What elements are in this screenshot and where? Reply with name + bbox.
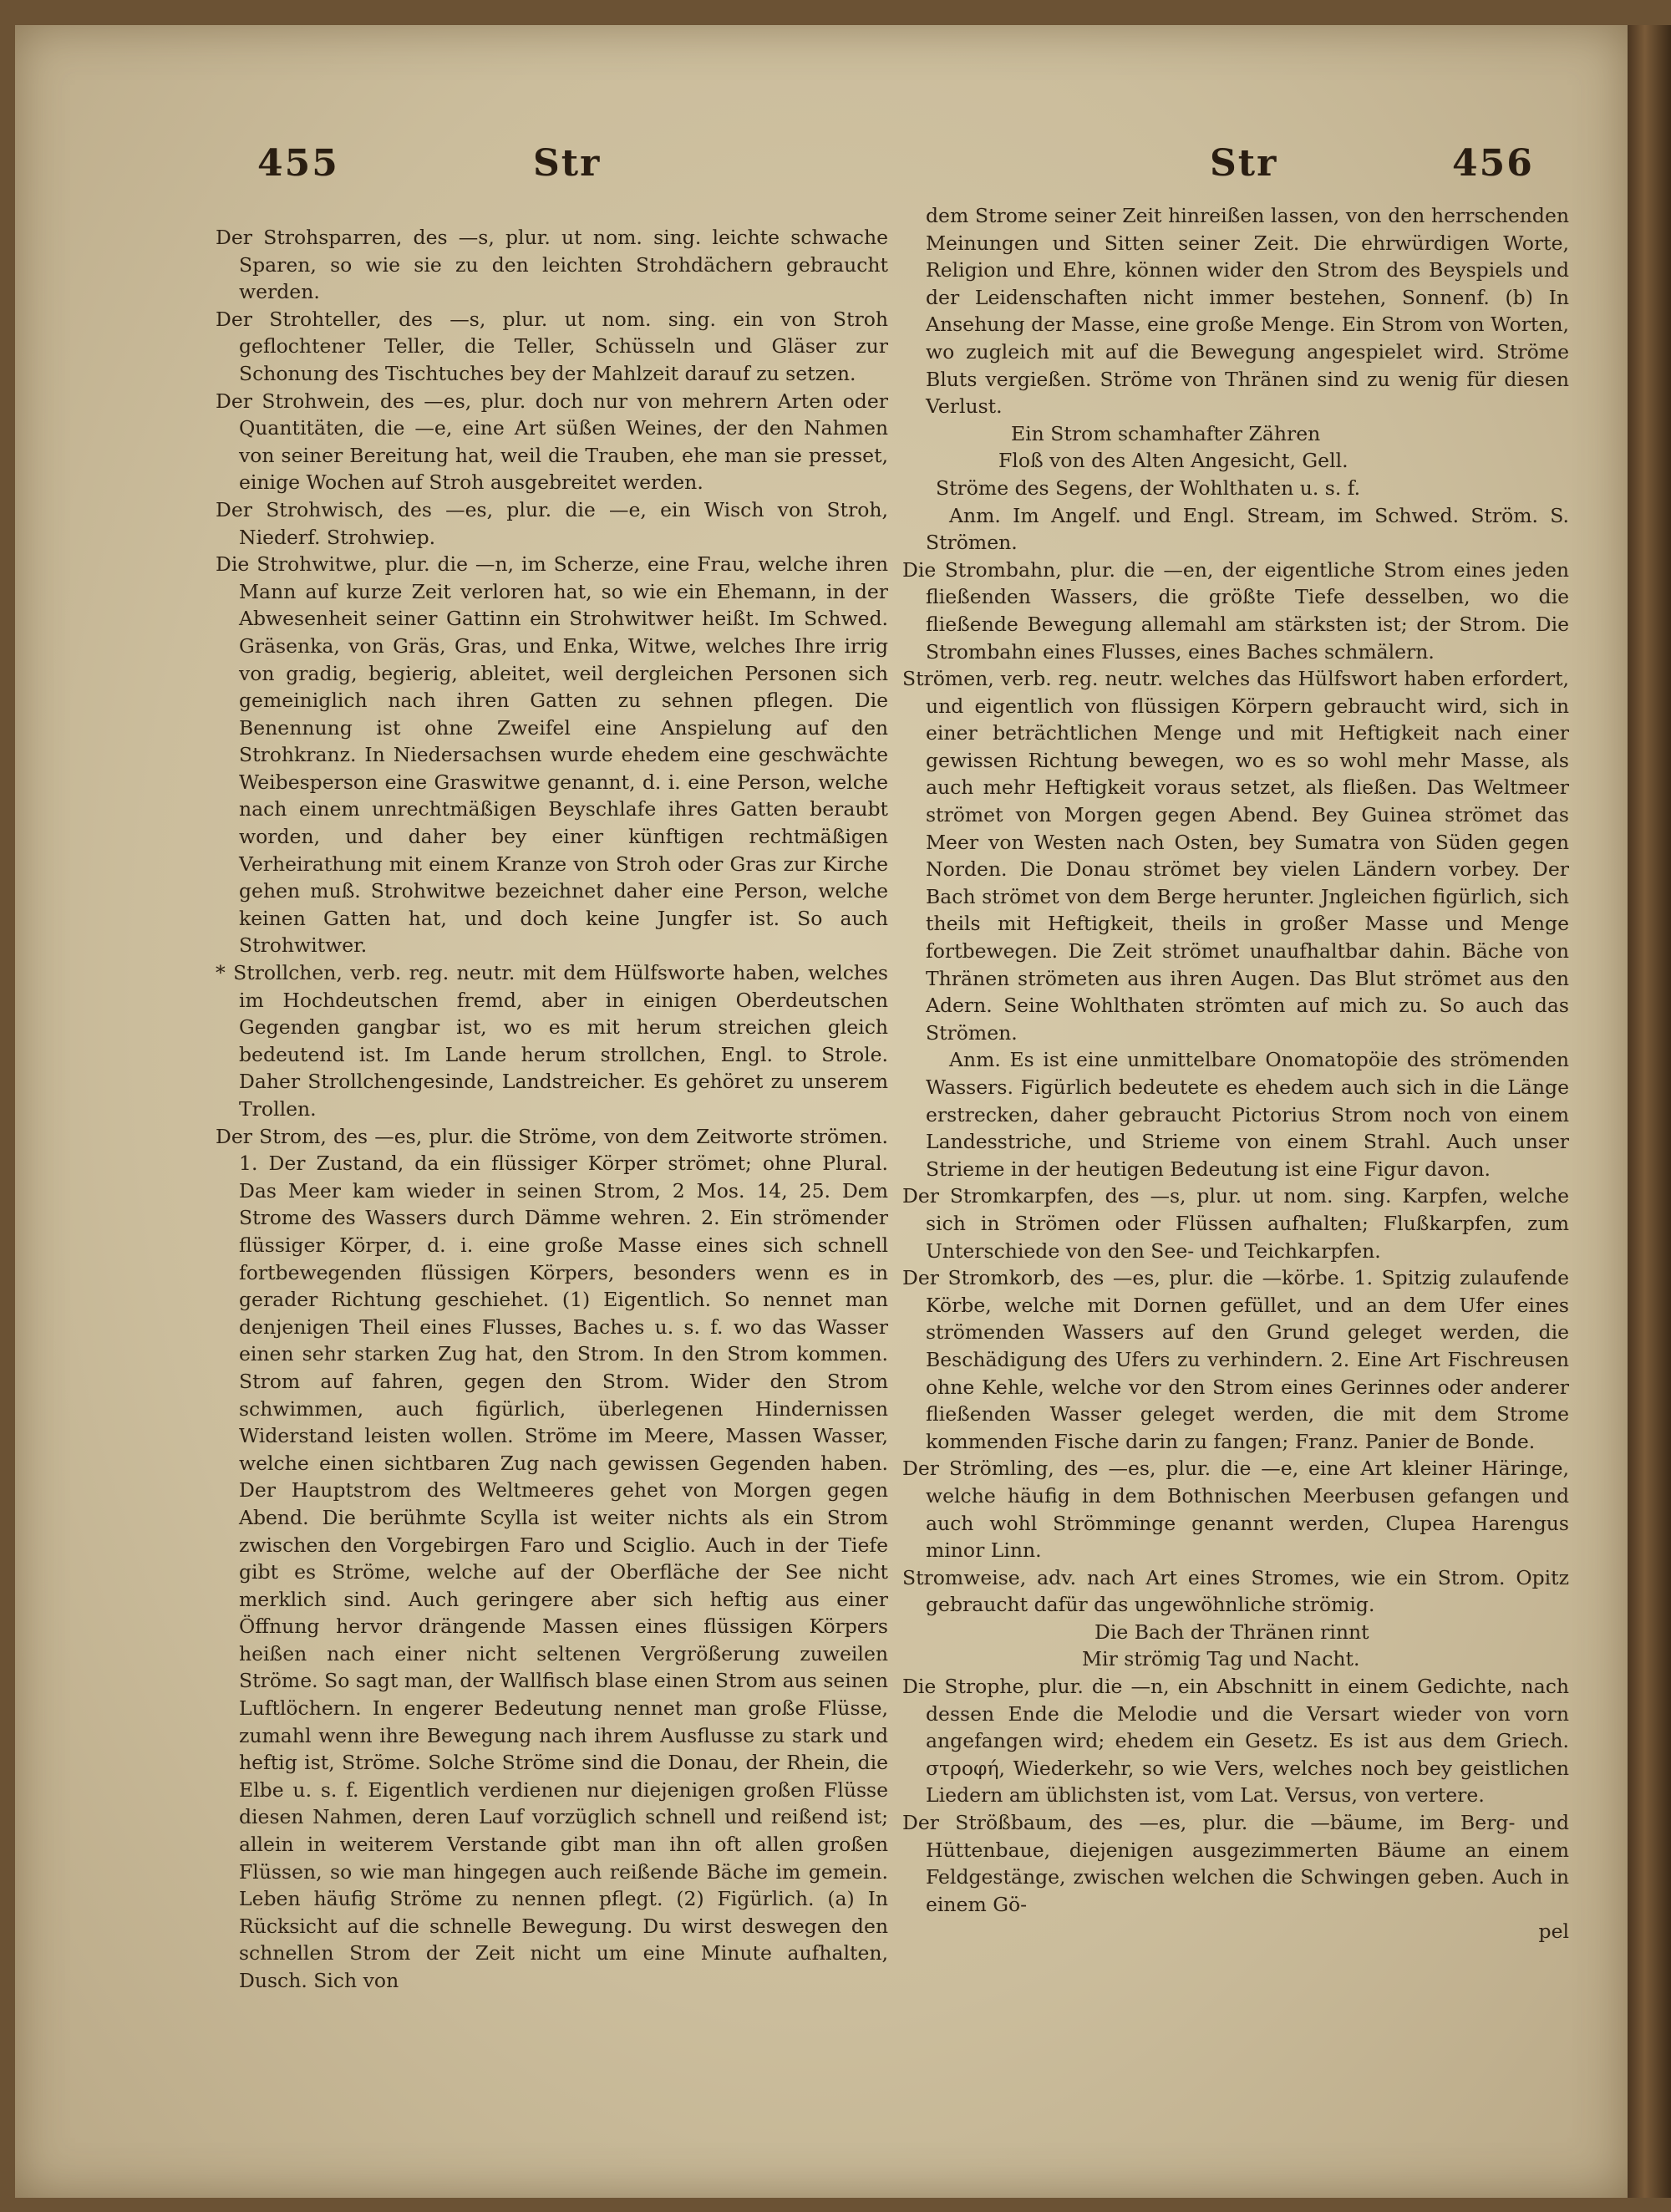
- entry-stromkorb: Der Stromkorb, des —es, plur. die —körbe. 1. Spitzig zulaufende Körbe, welche mit Dornen gefüllet, und an dem Ufer eines strömenden Wassers auf den Grund geleget werden, die Beschädigung des Ufers zu verhindern. 2. Eine Art Fischreusen ohne Kehle, welche vor den Strom eines Gerinnes oder anderer fließenden Wasser geleget werden, die mit dem Strome kommenden Fische darin zu fangen; Franz. Panier de Bonde.: [902, 1266, 1569, 1453]
- entry-strophe: Die Strophe, plur. die —n, ein Abschnitt in einem Gedichte, nach dessen Ende die Melodie und die Versart wieder von vorn angefangen wird; ehedem ein Gesetz. Es ist aus dem Griech. στροφή, Wiederkehr, so wie Vers, welches noch bey geistlichen Liedern am üblichsten ist, vom Lat. Versus, von vertere.: [902, 1675, 1569, 1808]
- entry-strohwitwe: Die Strohwitwe, plur. die —n, im Scherze, eine Frau, welche ihren Mann auf kurze Zeit verloren hat, so wie ein Ehemann, in der Abwesenheit seiner Gattinn ein Strohwitwer heißt. Im Schwed. Gräsenka, von Gräs, Gras, und Enka, Witwe, welches Ihre irrig von gradig, begierig, ableitet, weil dergleichen Personen sich gemeiniglich nach ihren Gatten zu sehnen pflegen. Die Benennung ist ohne Zweifel eine Anspielung auf den Strohkranz. In Niedersachsen wurde ehedem eine geschwächte Weibesperson eine Graswitwe genannt, d. i. eine Person, welche nach einem unrechtmäßigen Beyschlafe ihres Gatten beraubt worden, und daher bey einer künftigen rechtmäßigen Verheirathung mit einem Kranze von Stroh oder Gras zur Kirche gehen muß. Strohwitwe bezeichnet daher eine Person, welche keinen Gatten hat, und doch keine Jungfer ist. So auch Strohwitwer.: [216, 552, 888, 958]
- left-page-number: 455: [257, 142, 339, 185]
- entry-stromweise: Stromweise, adv. nach Art eines Stromes, wie ein Strom. Opitz gebraucht dafür das ungewöhnliche strömig.: [902, 1565, 1569, 1617]
- entry-stroemen: Strömen, verb. reg. neutr. welches das Hülfswort haben erfordert, und eigentlich von flüssigen Körpern gebraucht wird, sich in einer beträchtlichen Menge und mit Heftigkeit nach einer gewissen Richtung bewegen, wo es so wohl mehr Masse, als auch mehr Heftigkeit voraus setzet, als fließen. Das Weltmeer strömet von Morgen gegen Abend. Bey Guinea strömet das Meer von Westen nach Osten, bey Sumatra von Süden gegen Norden. Die Donau strömet bey vielen Ländern vorbey. Der Bach strömet von dem Berge herunter. Jngleichen figürlich, sich theils mit Heftigkeit, theils in großer Masse und Menge fortbewegen. Die Zeit strömet unaufhaltbar dahin. Bäche von Thränen strömeten aus ihren Augen. Das Blut strömet aus den Adern. Seine Wohlthaten strömten auf mich zu. So auch das Strömen.: [902, 667, 1569, 1045]
- verse-line: Die Bach der Thränen rinnt: [1095, 1620, 1369, 1644]
- catchword: pel: [1538, 1920, 1569, 1944]
- entry-strohwein: Der Strohwein, des —es, plur. doch nur von mehrern Arten oder Quantitäten, die —e, eine Art süßen Weines, der den Nahmen von seiner Bereitung hat, weil die Trauben, ehe man sie presset, einige Wochen auf Stroh ausgebreitet werden.: [216, 389, 888, 495]
- annotation-note: Anm. Es ist eine unmittelbare Onomatopöie des strömenden Wassers. Figürlich bedeutete es ehedem auch sich in die Länge erstrecken, daher gebraucht Pictorius Strom noch von einem Landesstriche, und Strieme von einem Strahl. Auch unser Strieme in der heutigen Bedeutung ist eine Figur davon.: [926, 1048, 1569, 1181]
- entry-stroemling: Der Strömling, des —es, plur. die —e, eine Art kleiner Häringe, welche häufig in dem Bothnischen Meerbusen gefangen und auch wohl Strömminge genannt werden, Clupea Harengus minor Linn.: [902, 1457, 1569, 1563]
- verse-line: Mir strömig Tag und Nacht.: [1082, 1647, 1360, 1671]
- entry-strombahn: Die Strombahn, plur. die —en, der eigentliche Strom eines jeden fließenden Wassers, die größte Tiefe desselben, wo die fließende Bewegung allemahl am stärksten ist; der Strom. Die Strombahn eines Flusses, eines Baches schmälern.: [902, 557, 1569, 664]
- book-page: [15, 25, 1628, 2198]
- entry-stroessbaum: Der Strößbaum, des —es, plur. die —bäume, im Berg- und Hüttenbaue, diejenigen ausgezimmerten Bäume an einem Feldgestänge, zwischen welchen die Schwingen geben. Auch in einem Gö-: [902, 1811, 1569, 1916]
- left-running-head: Str: [533, 142, 602, 185]
- entry-strohsparren: Der Strohsparren, des —s, plur. ut nom. sing. leichte schwache Sparen, so wie sie zu den leichten Strohdächern gebraucht werden.: [216, 226, 888, 304]
- right-running-head: Str: [1210, 142, 1278, 185]
- book-binding-edge: [1628, 25, 1671, 2198]
- left-column: [216, 224, 888, 1995]
- entry-stromkarpfen: Der Stromkarpfen, des —s, plur. ut nom. sing. Karpfen, welche sich in Strömen oder Flüssen aufhalten; Flußkarpfen, zum Unterschiede von den See- und Teichkarpfen.: [902, 1184, 1569, 1263]
- entry-strollchen: * Strollchen, verb. reg. neutr. mit dem Hülfsworte haben, welches im Hochdeutschen fremd, aber in einigen Oberdeutschen Gegenden gangbar ist, wo es mit herum streichen gleich bedeutend ist. Im Lande herum strollchen, Engl. to Strole. Daher Strollchengesinde, Landstreicher. Es gehöret zu unserem Trollen.: [216, 961, 888, 1121]
- verse-tail: Ströme des Segens, der Wohlthaten u. s. f.: [936, 475, 1361, 500]
- entry-strom: Der Strom, des —es, plur. die Ströme, von dem Zeitworte strömen. 1. Der Zustand, da ein flüssiger Körper strömet; ohne Plural. Das Meer kam wieder in seinen Strom, 2 Mos. 14, 25. Dem Strome des Wassers durch Dämme wehren. 2. Ein strömender flüssiger Körper, d. i. eine große Masse eines sich schnell fortbewegenden flüssigen Körpers, besonders wenn es in gerader Richtung geschiehet. (1) Eigentlich. So nennet man denjenigen Theil eines Flusses, Baches u. s. f. wo das Wasser einen sehr starken Zug hat, den Strom. In den Strom kommen. Strom auf fahren, gegen den Strom. Wider den Strom schwimmen, auch figürlich, überlegenen Hindernissen Widerstand leisten wollen. Ströme im Meere, Massen Wasser, welche einen sichtbaren Zug nach gewissen Gegenden haben. Der Hauptstrom des Weltmeeres gehet von Morgen gegen Abend. Die berühmte Scylla ist weiter nichts als ein Strom zwischen den Vorgebirgen Faro und Sciglio. Auch in der Tiefe gibt es Ströme, welche auf der Oberfläche der See nicht merklich sind. Auch geringere aber sich heftig aus einer Öffnung hervor drängende Massen eines flüssigen Körpers heißen nach einer nicht seltenen Vergrößerung zuweilen Ströme. So sagt man, der Wallfisch blase einen Strom aus seinen Luftlöchern. In engerer Bedeutung nennet man große Flüsse, zumahl wenn ihre Bewegung nach ihrem Ausflusse zu stark und heftig ist, Ströme. Solche Ströme sind die Donau, der Rhein, die Elbe u. s. f. Eigentlich verdienen nur diejenigen großen Flüsse diesen Nahmen, deren Lauf vorzüglich schnell und reißend ist; allein in weiterem Verstande gibt man ihn oft allen großen Flüssen, so wie man hingegen auch reißende Bäche im gemein. Leben häufig Ströme zu nennen pflegt. (2) Figürlich. (a) In Rücksicht auf die schnelle Bewegung. Du wirst deswegen den schnellen Strom der Zeit nicht um eine Minute aufhalten, Dusch. Sich von: [216, 1124, 888, 1992]
- strom-continuation: dem Strome seiner Zeit hinreißen lassen, von den herrschenden Meinungen und Sitten seiner Zeit. Die ehrwürdigen Worte, Religion und Ehre, können wider den Strom des Beyspiels und der Leidenschaften nicht immer bestehen, Sonnenf. (b) In Ansehung der Masse, eine große Menge. Ein Strom von Worten, wo zugleich mit auf die Bewegung angespielet wird. Ströme Bluts vergießen. Ströme von Thränen sind zu wenig für diesen Verlust.: [926, 204, 1569, 419]
- right-page-number: 456: [1452, 142, 1534, 185]
- verse-line: Floß von des Alten Angesicht, Gell.: [998, 449, 1348, 473]
- entry-strohteller: Der Strohteller, des —s, plur. ut nom. sing. ein von Stroh geflochtener Teller, die Teller, Schüsseln und Gläser zur Schonung des Tischtuches bey der Mahlzeit darauf zu setzen.: [216, 307, 888, 385]
- right-column: [902, 202, 1569, 1944]
- verse-line: Ein Strom schamhafter Zähren: [1011, 421, 1321, 445]
- entry-strohwisch: Der Strohwisch, des —es, plur. die —e, ein Wisch von Stroh, Niederf. Strohwiep.: [216, 497, 888, 549]
- annotation-note: Anm. Im Angelf. und Engl. Stream, im Schwed. Ström. S. Strömen.: [926, 503, 1569, 555]
